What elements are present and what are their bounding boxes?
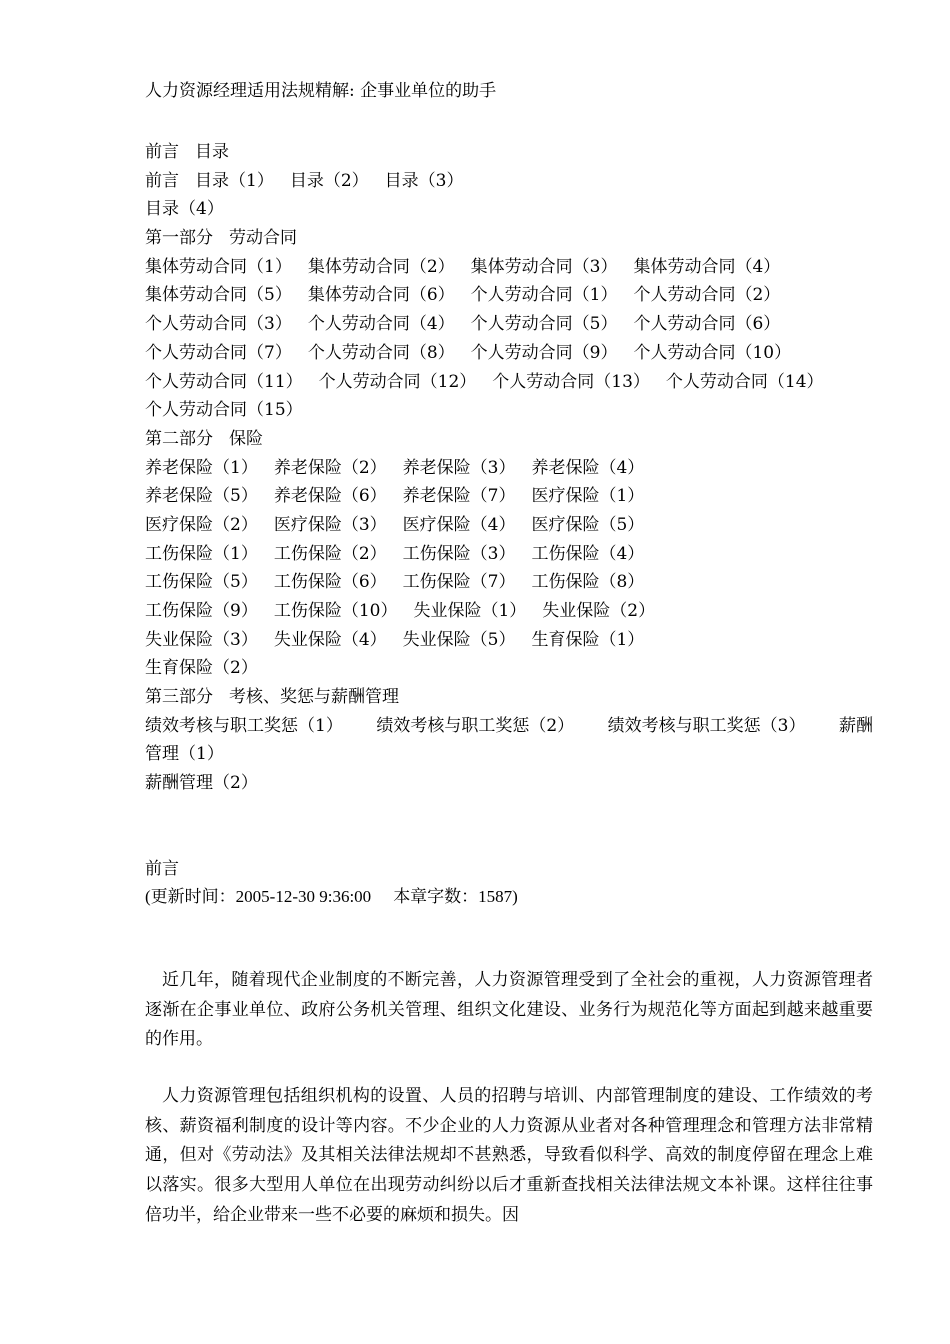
toc-link[interactable]: 劳动合同	[229, 228, 297, 249]
toc-link[interactable]: 医疗保险（4）	[402, 514, 516, 535]
update-time: (更新时间：2005-12-30 9:36:00	[145, 887, 372, 906]
toc-row	[145, 454, 873, 483]
toc-part-heading	[145, 224, 873, 253]
toc-link[interactable]: 个人劳动合同（6）	[633, 314, 781, 335]
toc-link[interactable]: 目录（2）	[289, 170, 369, 191]
toc-link[interactable]: 个人劳动合同（13）	[492, 371, 650, 392]
toc-row	[145, 339, 873, 368]
toc-link[interactable]: 集体劳动合同（6）	[307, 285, 455, 306]
toc-link[interactable]: 工伤保险（2）	[273, 543, 387, 564]
toc-link[interactable]: 薪酬	[838, 715, 873, 736]
toc-link[interactable]: 养老保险（2）	[273, 457, 387, 478]
toc-link[interactable]: 目录（3）	[384, 170, 464, 191]
toc-row	[145, 482, 873, 511]
toc-link[interactable]: 医疗保险（5）	[531, 514, 645, 535]
toc-link[interactable]: 考核、奖惩与薪酬管理	[229, 687, 399, 708]
toc-link[interactable]: 生育保险（1）	[531, 629, 645, 650]
table-of-contents	[145, 138, 873, 798]
toc-link[interactable]: 个人劳动合同（2）	[633, 285, 781, 306]
update-info	[145, 883, 518, 911]
toc-link[interactable]: 集体劳动合同（1）	[145, 256, 292, 277]
toc-link[interactable]: 工伤保险（4）	[531, 543, 645, 564]
toc-link[interactable]: 个人劳动合同（11）	[145, 371, 303, 392]
toc-part-label: 第一部分	[145, 228, 213, 249]
toc-link[interactable]: 工伤保险（6）	[273, 572, 387, 593]
toc-link[interactable]: 工伤保险（9）	[145, 601, 258, 621]
toc-link[interactable]: 养老保险（3）	[402, 457, 516, 478]
toc-link[interactable]: 管理（1）	[145, 744, 224, 765]
toc-link[interactable]: 工伤保险（10）	[273, 601, 398, 621]
toc-row	[145, 597, 873, 626]
toc-link[interactable]: 工伤保险（3）	[402, 543, 516, 564]
toc-part-heading	[145, 683, 873, 712]
toc-link[interactable]: 个人劳动合同（14）	[665, 371, 824, 392]
toc-row	[145, 138, 873, 167]
toc-row	[145, 654, 873, 683]
toc-link[interactable]: 失业保险（3）	[145, 629, 258, 650]
toc-link[interactable]: 生育保险（2）	[145, 658, 258, 679]
toc-link[interactable]: 个人劳动合同（7）	[145, 342, 292, 363]
toc-row	[145, 740, 873, 769]
toc-row	[145, 396, 873, 425]
toc-link[interactable]: 医疗保险（1）	[531, 486, 645, 507]
toc-link[interactable]: 集体劳动合同（5）	[145, 285, 292, 306]
toc-link[interactable]: 个人劳动合同（1）	[470, 285, 618, 306]
toc-link[interactable]: 保险	[229, 428, 263, 449]
toc-link[interactable]: 目录	[195, 142, 229, 162]
toc-link[interactable]: 工伤保险（7）	[402, 572, 516, 593]
toc-link[interactable]: 失业保险（4）	[273, 629, 387, 650]
toc-link[interactable]: 养老保险（4）	[531, 457, 645, 478]
toc-link[interactable]: 薪酬管理（2）	[145, 773, 258, 794]
toc-link[interactable]: 集体劳动合同（4）	[633, 256, 781, 277]
toc-row	[145, 540, 873, 569]
toc-link[interactable]: 养老保险（7）	[402, 486, 516, 507]
toc-link[interactable]: 养老保险（5）	[145, 486, 258, 507]
toc-link[interactable]: 个人劳动合同（5）	[470, 314, 618, 335]
toc-link[interactable]: 个人劳动合同（8）	[307, 342, 455, 363]
toc-part-label: 第三部分	[145, 687, 213, 708]
toc-link[interactable]: 工伤保险（8）	[531, 572, 645, 593]
toc-row	[145, 712, 873, 741]
toc-row	[145, 511, 873, 540]
toc-link[interactable]: 工伤保险（1）	[145, 543, 258, 564]
toc-link[interactable]: 失业保险（2）	[542, 601, 656, 621]
toc-link[interactable]: 个人劳动合同（9）	[470, 342, 618, 363]
toc-row	[145, 568, 873, 597]
toc-row	[145, 281, 873, 310]
toc-link[interactable]: 目录（4）	[145, 199, 224, 220]
toc-row	[145, 368, 873, 397]
toc-part-label: 第二部分	[145, 428, 213, 449]
toc-link[interactable]: 医疗保险（2）	[145, 514, 258, 535]
toc-link[interactable]: 绩效考核与职工奖惩（2）	[376, 715, 575, 736]
toc-row	[145, 253, 873, 282]
section-heading: 前言	[145, 859, 179, 879]
toc-link[interactable]: 个人劳动合同（12）	[318, 371, 477, 392]
toc-row	[145, 310, 873, 339]
toc-row	[145, 195, 873, 224]
toc-link[interactable]: 集体劳动合同（2）	[307, 256, 455, 277]
paragraph: 近几年，随着现代企业制度的不断完善，人力资源管理受到了全社会的重视，人力资源管理者逐渐在企事业单位、政府公务机关管理、组织文化建设、业务行为规范化等方面起到越来越重要的作用。	[145, 970, 873, 1050]
toc-link[interactable]: 集体劳动合同（3）	[470, 256, 618, 277]
toc-link[interactable]: 医疗保险（3）	[273, 514, 387, 535]
toc-part-heading	[145, 425, 873, 454]
toc-link[interactable]: 前言	[145, 170, 179, 191]
paragraph: 人力资源管理包括组织机构的设置、人员的招聘与培训、内部管理制度的建设、工作绩效的考核、薪资福利制度的设计等内容。不少企业的人力资源从业者对各种管理理念和管理方法非常精通，但对《劳动法》及其相关法律法规却不甚熟悉，导致看似科学、高效的制度停留在理念上难以落实。很多大型用人单位在出现劳动纠纷以后才重新查找相关法律法规文本补课。这样往往事倍功半，给企业带来一些不必要的麻烦和损失。因	[145, 1086, 873, 1225]
toc-link[interactable]: 个人劳动合同（10）	[633, 342, 792, 363]
toc-row	[145, 769, 873, 798]
word-count: 本章字数：1587)	[393, 887, 518, 906]
toc-row	[145, 626, 873, 655]
book-title: 人力资源经理适用法规精解: 企事业单位的助手	[145, 81, 497, 101]
toc-link[interactable]: 个人劳动合同（4）	[307, 314, 455, 335]
toc-link[interactable]: 养老保险（6）	[273, 486, 387, 507]
toc-link[interactable]: 失业保险（1）	[413, 601, 527, 621]
toc-link[interactable]: 个人劳动合同（15）	[145, 400, 303, 421]
toc-link[interactable]: 个人劳动合同（3）	[145, 314, 292, 335]
toc-link[interactable]: 养老保险（1）	[145, 457, 258, 478]
toc-link[interactable]: 前言	[145, 142, 179, 162]
toc-link[interactable]: 失业保险（5）	[402, 629, 516, 650]
toc-link[interactable]: 工伤保险（5）	[145, 572, 258, 593]
toc-link[interactable]: 目录（1）	[195, 170, 274, 191]
toc-link[interactable]: 绩效考核与职工奖惩（1）	[145, 715, 343, 736]
toc-row	[145, 167, 873, 196]
toc-link[interactable]: 绩效考核与职工奖惩（3）	[607, 715, 806, 736]
